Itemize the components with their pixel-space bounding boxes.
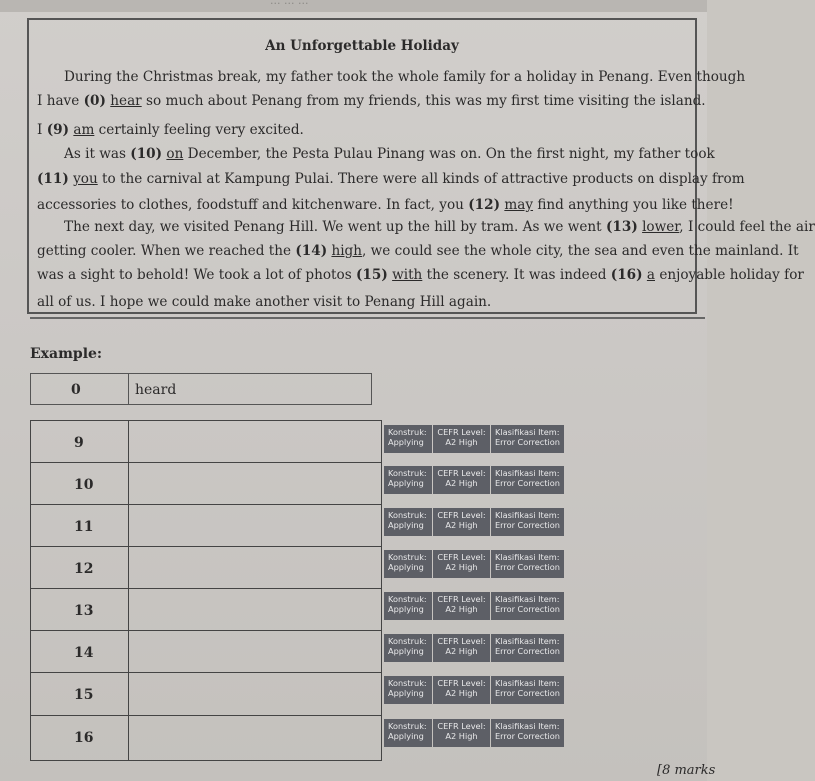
answer-row[interactable]	[31, 716, 381, 760]
klasifikasi-cell: Klasifikasi Item: Error Correction	[491, 466, 564, 494]
konstruk-cell: Konstruk: Applying	[384, 719, 432, 747]
konstruk-cell: Konstruk: Applying	[384, 466, 432, 494]
question-number: 12	[74, 561, 94, 577]
passage-line: was a sight to behold! We took a lot of photos (15) with the scenery. It was indeed (16) a enjoyable holiday for	[37, 267, 804, 283]
previous-page-strip	[0, 0, 707, 12]
passage-line: (11) you to the carnival at Kampung Pulai. There were all kinds of attractive products on display from	[37, 171, 745, 187]
answer-row[interactable]	[31, 547, 381, 589]
marks-label: [8 marks	[657, 763, 716, 778]
cefr-cell: CEFR Level: A2 High	[433, 719, 490, 747]
konstruk-cell: Konstruk: Applying	[384, 550, 432, 578]
cefr-cell: CEFR Level: A2 High	[433, 508, 490, 536]
question-number: 16	[74, 730, 94, 746]
passage-line: accessories to clothes, foodstuff and kitchenware. In fact, you (12) may find anything you like there!	[37, 197, 734, 213]
konstruk-cell: Konstruk: Applying	[384, 508, 432, 536]
answer-row[interactable]	[31, 505, 381, 547]
answer-row[interactable]	[31, 589, 381, 631]
klasifikasi-cell: Klasifikasi Item: Error Correction	[491, 676, 564, 704]
passage-line: During the Christmas break, my father took the whole family for a holiday in Penang. Even though	[64, 69, 746, 85]
answer-row[interactable]	[31, 421, 381, 463]
answer-row[interactable]	[31, 631, 381, 673]
classification-tag	[384, 592, 564, 620]
passage-title: An Unforgettable Holiday	[265, 38, 459, 54]
cefr-cell: CEFR Level: A2 High	[433, 592, 490, 620]
faded-header-text: ... ... ...	[270, 0, 309, 7]
classification-tag	[384, 719, 564, 747]
konstruk-cell: Konstruk: Applying	[384, 592, 432, 620]
klasifikasi-cell: Klasifikasi Item: Error Correction	[491, 550, 564, 578]
cefr-cell: CEFR Level: A2 High	[433, 466, 490, 494]
passage-line: As it was (10) on December, the Pesta Pulau Pinang was on. On the first night, my father took	[64, 146, 715, 162]
passage-line: The next day, we visited Penang Hill. We went up the hill by tram. As we went (13) lower, I could feel the air	[64, 219, 815, 235]
classification-tag	[384, 466, 564, 494]
answer-table	[30, 420, 382, 761]
question-number: 11	[74, 519, 94, 535]
cefr-cell: CEFR Level: A2 High	[433, 634, 490, 662]
klasifikasi-cell: Klasifikasi Item: Error Correction	[491, 634, 564, 662]
konstruk-cell: Konstruk: Applying	[384, 634, 432, 662]
passage-line: getting cooler. When we reached the (14) high, we could see the whole city, the sea and even the mainland. It	[37, 243, 799, 259]
cefr-cell: CEFR Level: A2 High	[433, 550, 490, 578]
example-label: Example:	[30, 346, 103, 362]
classification-tag	[384, 634, 564, 662]
question-number: 14	[74, 645, 94, 661]
klasifikasi-cell: Klasifikasi Item: Error Correction	[491, 508, 564, 536]
example-table	[30, 373, 372, 405]
question-number: 9	[74, 435, 84, 451]
cefr-cell: CEFR Level: A2 High	[433, 425, 490, 453]
passage-line: I (9) am certainly feeling very excited.	[37, 122, 304, 138]
column-divider	[128, 374, 129, 404]
classification-tag	[384, 425, 564, 453]
example-answer: heard	[135, 382, 177, 398]
passage-box	[27, 18, 815, 314]
cefr-cell: CEFR Level: A2 High	[433, 676, 490, 704]
konstruk-cell: Konstruk: Applying	[384, 676, 432, 704]
classification-tag	[384, 508, 564, 536]
question-number: 13	[74, 603, 94, 619]
klasifikasi-cell: Klasifikasi Item: Error Correction	[491, 425, 564, 453]
passage-line: I have (0) hear so much about Penang from my friends, this was my first time visiting the island.	[37, 93, 706, 109]
question-number: 15	[74, 687, 94, 703]
passage-line: all of us. I hope we could make another visit to Penang Hill again.	[37, 294, 492, 310]
question-number: 10	[74, 477, 94, 493]
klasifikasi-cell: Klasifikasi Item: Error Correction	[491, 719, 564, 747]
konstruk-cell: Konstruk: Applying	[384, 425, 432, 453]
example-number: 0	[71, 382, 81, 398]
answer-row[interactable]	[31, 463, 381, 505]
classification-tag	[384, 676, 564, 704]
divider	[30, 317, 705, 319]
klasifikasi-cell: Klasifikasi Item: Error Correction	[491, 592, 564, 620]
answer-row[interactable]	[31, 673, 381, 716]
classification-tag	[384, 550, 564, 578]
